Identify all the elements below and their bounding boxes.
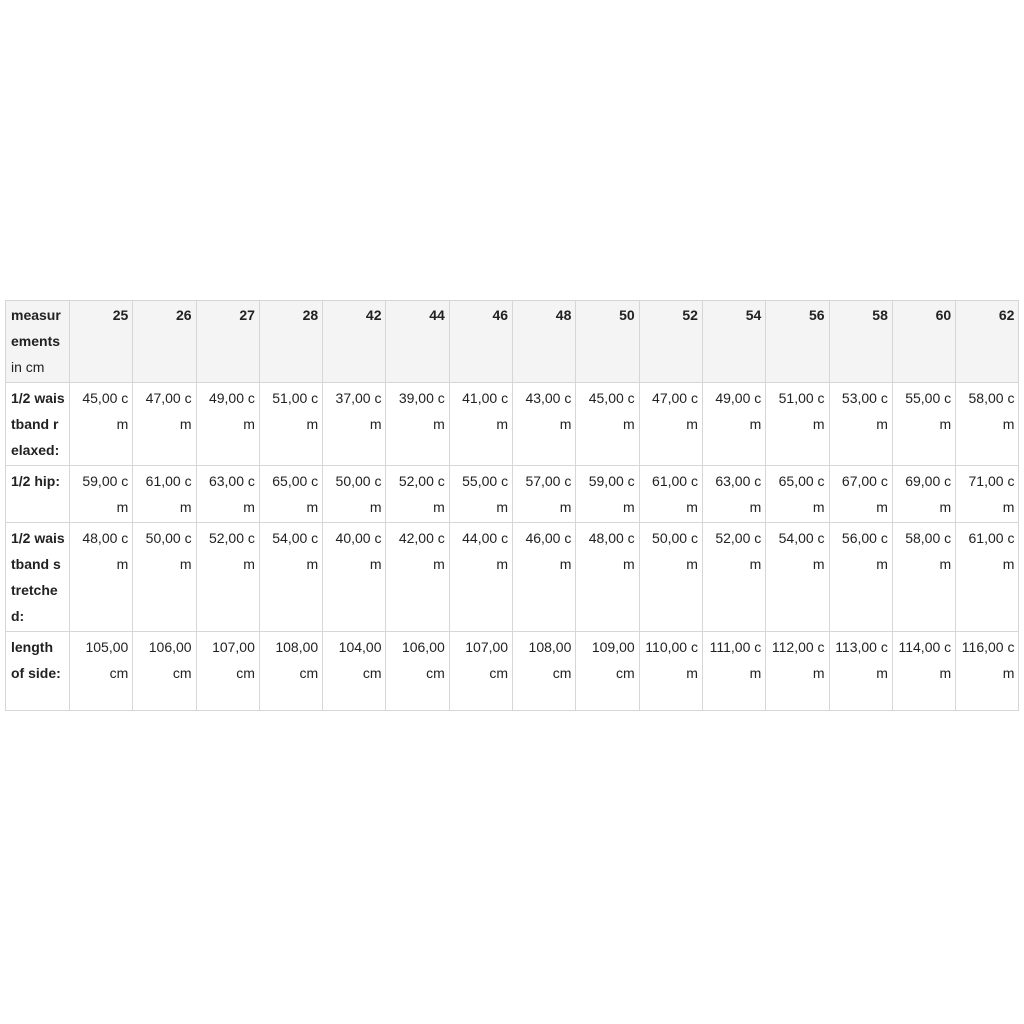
value-cell: 61,00 cm [956, 523, 1019, 632]
value-cell: 40,00 cm [323, 523, 386, 632]
size-header-cell: 60 [892, 301, 955, 383]
value-cell: 109,00 cm [576, 632, 639, 711]
value-cell: 63,00 cm [196, 466, 259, 523]
value-cell: 56,00 cm [829, 523, 892, 632]
size-header-cell: 25 [70, 301, 133, 383]
size-header-cell: 50 [576, 301, 639, 383]
size-header-cell: 44 [386, 301, 449, 383]
value-cell: 104,00 cm [323, 632, 386, 711]
value-cell: 39,00 cm [386, 383, 449, 466]
value-cell: 50,00 cm [323, 466, 386, 523]
value-cell: 45,00 cm [576, 383, 639, 466]
size-header-cell: 48 [513, 301, 576, 383]
value-cell: 59,00 cm [576, 466, 639, 523]
value-cell: 51,00 cm [259, 383, 322, 466]
corner-label-bold: measurements [11, 307, 61, 349]
row-label-cell: 1/2 waistband stretched: [6, 523, 70, 632]
value-cell: 105,00 cm [70, 632, 133, 711]
value-cell: 69,00 cm [892, 466, 955, 523]
value-cell: 114,00 cm [892, 632, 955, 711]
value-cell: 57,00 cm [513, 466, 576, 523]
value-cell: 50,00 cm [639, 523, 702, 632]
corner-header-cell [6, 301, 70, 383]
value-cell: 106,00 cm [133, 632, 196, 711]
table-row [6, 466, 1019, 523]
value-cell: 47,00 cm [133, 383, 196, 466]
value-cell: 71,00 cm [956, 466, 1019, 523]
size-header-cell: 28 [259, 301, 322, 383]
value-cell: 45,00 cm [70, 383, 133, 466]
value-cell: 54,00 cm [766, 523, 829, 632]
value-cell: 65,00 cm [766, 466, 829, 523]
value-cell: 46,00 cm [513, 523, 576, 632]
value-cell: 48,00 cm [70, 523, 133, 632]
value-cell: 48,00 cm [576, 523, 639, 632]
value-cell: 58,00 cm [956, 383, 1019, 466]
value-cell: 107,00 cm [196, 632, 259, 711]
size-header-cell: 52 [639, 301, 702, 383]
value-cell: 55,00 cm [449, 466, 512, 523]
size-chart-table [5, 300, 1019, 711]
value-cell: 111,00 cm [702, 632, 765, 711]
value-cell: 49,00 cm [196, 383, 259, 466]
value-cell: 47,00 cm [639, 383, 702, 466]
size-header-cell: 58 [829, 301, 892, 383]
value-cell: 63,00 cm [702, 466, 765, 523]
value-cell: 54,00 cm [259, 523, 322, 632]
value-cell: 43,00 cm [513, 383, 576, 466]
value-cell: 55,00 cm [892, 383, 955, 466]
value-cell: 52,00 cm [386, 466, 449, 523]
value-cell: 52,00 cm [196, 523, 259, 632]
corner-label-unit: in cm [11, 359, 45, 375]
value-cell: 37,00 cm [323, 383, 386, 466]
value-cell: 116,00 cm [956, 632, 1019, 711]
value-cell: 53,00 cm [829, 383, 892, 466]
size-header-cell: 56 [766, 301, 829, 383]
table-row [6, 523, 1019, 632]
value-cell: 44,00 cm [449, 523, 512, 632]
value-cell: 49,00 cm [702, 383, 765, 466]
size-header-cell: 62 [956, 301, 1019, 383]
value-cell: 52,00 cm [702, 523, 765, 632]
value-cell: 41,00 cm [449, 383, 512, 466]
value-cell: 59,00 cm [70, 466, 133, 523]
size-chart-table-container [5, 300, 1019, 711]
value-cell: 51,00 cm [766, 383, 829, 466]
value-cell: 110,00 cm [639, 632, 702, 711]
size-header-cell: 54 [702, 301, 765, 383]
size-header-cell: 26 [133, 301, 196, 383]
size-header-cell: 27 [196, 301, 259, 383]
value-cell: 108,00 cm [259, 632, 322, 711]
row-label-cell: length of side: [6, 632, 70, 711]
row-label-cell: 1/2 waistband relaxed: [6, 383, 70, 466]
value-cell: 113,00 cm [829, 632, 892, 711]
value-cell: 107,00 cm [449, 632, 512, 711]
table-row [6, 632, 1019, 711]
value-cell: 58,00 cm [892, 523, 955, 632]
value-cell: 65,00 cm [259, 466, 322, 523]
size-header-cell: 46 [449, 301, 512, 383]
header-row [6, 301, 1019, 383]
value-cell: 61,00 cm [639, 466, 702, 523]
value-cell: 61,00 cm [133, 466, 196, 523]
value-cell: 42,00 cm [386, 523, 449, 632]
value-cell: 67,00 cm [829, 466, 892, 523]
value-cell: 106,00 cm [386, 632, 449, 711]
value-cell: 112,00 cm [766, 632, 829, 711]
size-header-cell: 42 [323, 301, 386, 383]
table-row [6, 383, 1019, 466]
row-label-cell: 1/2 hip: [6, 466, 70, 523]
value-cell: 108,00 cm [513, 632, 576, 711]
value-cell: 50,00 cm [133, 523, 196, 632]
